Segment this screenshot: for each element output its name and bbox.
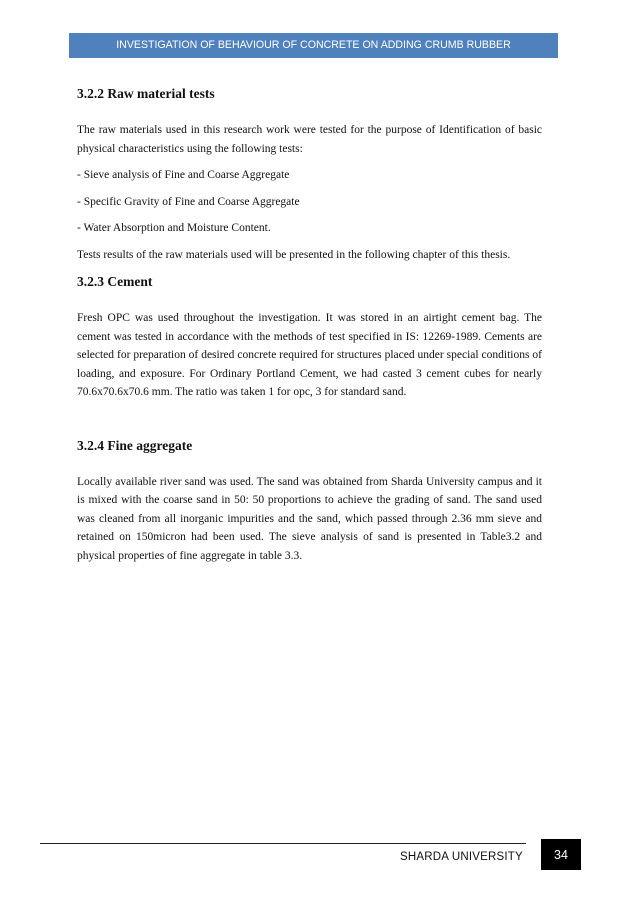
- list-item-water-absorption: - Water Absorption and Moisture Content.: [77, 222, 271, 234]
- list-item-specific-gravity: - Specific Gravity of Fine and Coarse Aggregate: [77, 195, 300, 208]
- footer-university-name: SHARDA UNIVERSITY: [400, 851, 523, 863]
- fine-aggregate-paragraph: Locally available river sand was used. The sand was obtained from Sharda University campus and it is mixed with the coarse sand in 50: 50 proportions to achieve the grading of sand. The sand used was cleaned from all inorganic impurities and the sand, which passed through 2.36 mm sieve and retained on 150micron had been used. The sieve analysis of sand is presented in Table3.2 and physical properties of fine aggregate in table 3.3.: [77, 475, 542, 562]
- section-heading-fine-aggregate: 3.2.4 Fine aggregate: [77, 437, 193, 453]
- page-header-title: INVESTIGATION OF BEHAVIOUR OF CONCRETE ON ADDING CRUMB RUBBER: [69, 33, 558, 58]
- page-number-badge: 34: [541, 839, 581, 870]
- section-heading-raw-material-tests: 3.2.2 Raw material tests: [77, 86, 215, 101]
- list-item-sieve-analysis: - Sieve analysis of Fine and Coarse Aggregate: [77, 169, 290, 181]
- document-body: [77, 84, 542, 565]
- section-heading-cement: 3.2.3 Cement: [77, 274, 153, 289]
- footer-divider: [40, 843, 526, 844]
- cement-paragraph: Fresh OPC was used throughout the investigation. It was stored in an airtight cement bag. The cement was tested in accordance with the methods of test specified in IS: 12269-1989. Cements are selected for preparation of desired concrete required for structures placed under special conditions of loading, and exposure. For Ordinary Portland Cement, we had casted 3 cement cubes for nearly 70.6x70.6x70.6 mm. The ratio was taken 1 for opc, 3 for standard sand.: [77, 312, 542, 398]
- raw-material-outro-paragraph: Tests results of the raw materials used will be presented in the following chapter of this thesis.: [77, 248, 511, 261]
- raw-material-intro-paragraph: The raw materials used in this research work were tested for the purpose of Identification of basic physical characteristics using the following tests:: [77, 124, 542, 155]
